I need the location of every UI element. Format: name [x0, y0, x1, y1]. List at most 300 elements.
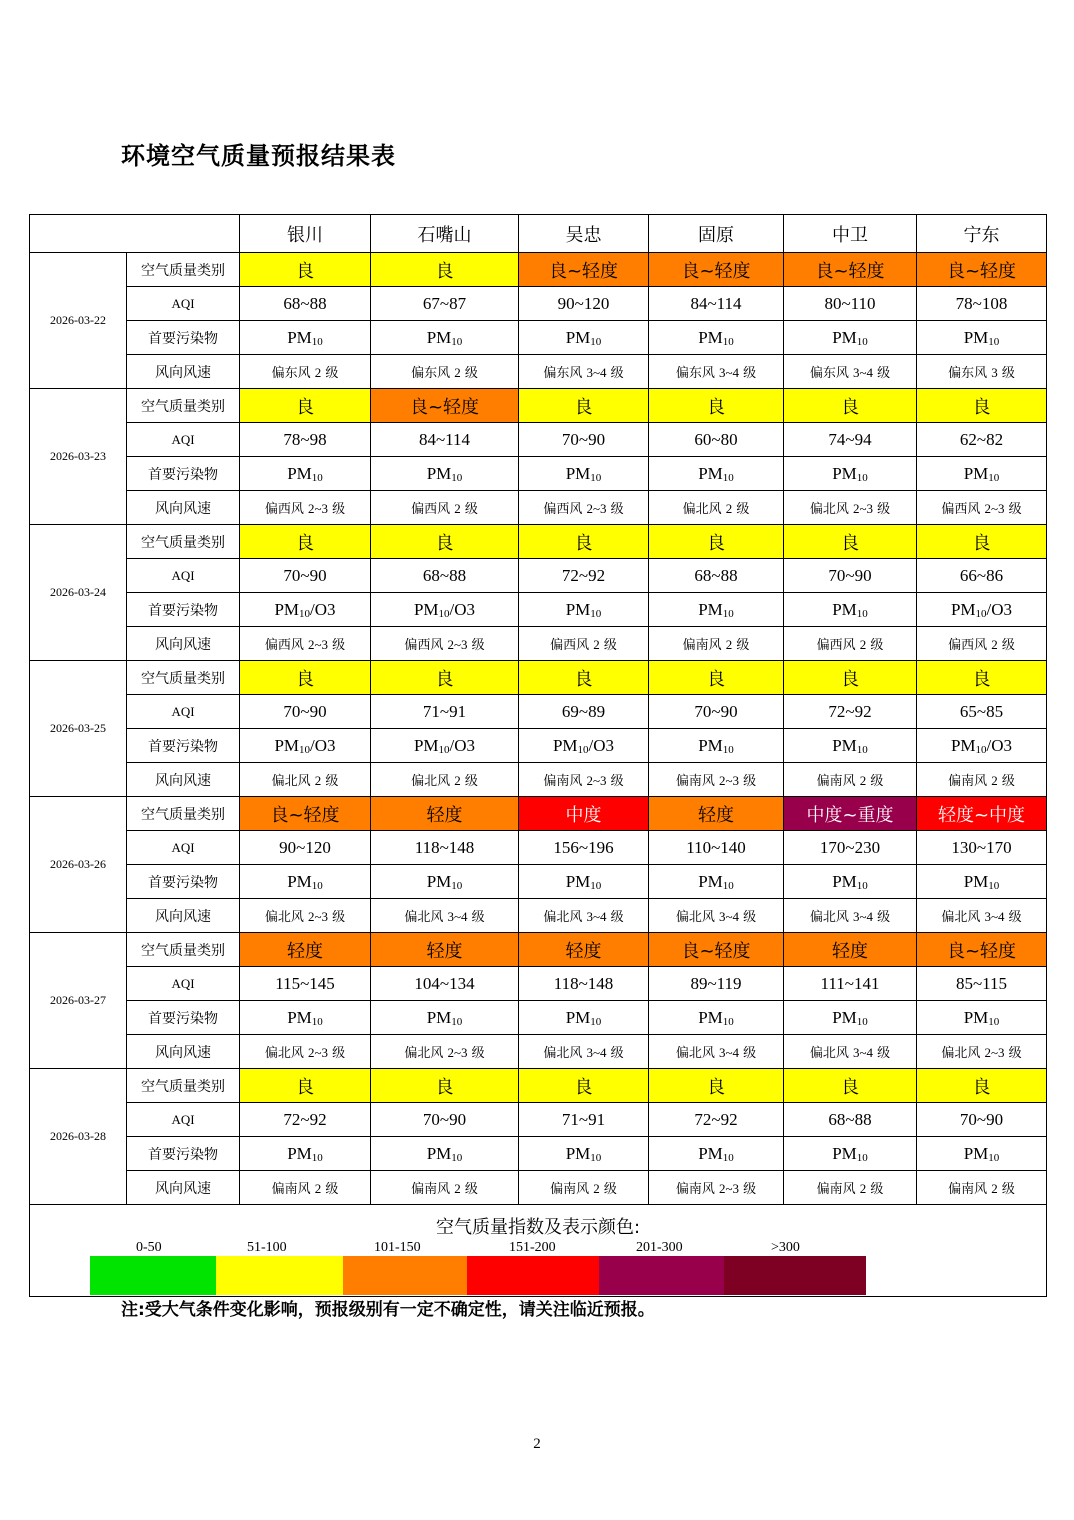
legend-range-label: 201-300: [636, 1240, 683, 1255]
aqi-cell: 70~90: [649, 695, 784, 729]
aqi-cell: 156~196: [519, 831, 649, 865]
legend-color-swatch: [724, 1256, 866, 1295]
pollutant-subscript: 10: [590, 471, 602, 484]
wind-cell: [649, 763, 784, 797]
aqi-cell: 110~140: [649, 831, 784, 865]
pollutant-name: PM: [426, 871, 452, 891]
wind-unit: 级: [606, 366, 624, 381]
aqi-row: [30, 695, 1047, 729]
pollutant-cell: [240, 1001, 371, 1035]
category-cell: 良: [784, 661, 917, 695]
pollutant-subscript: 10: [988, 1151, 1000, 1164]
pollutant-subscript: 10: [299, 607, 311, 620]
pollutant-subscript: 10: [722, 1015, 734, 1028]
header-corner: [30, 215, 240, 253]
aqi-cell: 118~148: [519, 967, 649, 1001]
pollutant-cell: [784, 1137, 917, 1171]
wind-unit: 级: [739, 1182, 757, 1197]
pollutant-cell: [784, 865, 917, 899]
aqi-cell: 111~141: [784, 967, 917, 1001]
aqi-cell: 89~119: [649, 967, 784, 1001]
wind-level: 3~4: [984, 909, 1005, 924]
wind-level: 2: [991, 773, 998, 788]
wind-unit: 级: [467, 910, 485, 925]
pollutant-subscript: 10: [311, 1151, 323, 1164]
pollutant-subscript: 10: [299, 743, 311, 756]
aqi-row: [30, 559, 1047, 593]
pollutant-name: PM: [832, 735, 857, 755]
page-title: 环境空气质量预报结果表: [121, 142, 396, 170]
pollutant-subscript: 10: [988, 335, 1000, 348]
wind-direction: 偏北风: [682, 502, 726, 517]
pollutant-name: PM: [287, 871, 312, 891]
wind-unit: 级: [321, 366, 339, 381]
wind-level: 2~3: [307, 637, 329, 652]
wind-cell: [519, 1035, 649, 1069]
legend-color-swatch: [216, 1256, 343, 1295]
wind-cell: [371, 899, 519, 933]
wind-unit: 级: [866, 1182, 884, 1197]
wind-direction: 偏北风: [271, 774, 315, 789]
pollutant-subscript: 10: [311, 335, 323, 348]
wind-cell: [519, 491, 649, 525]
aqi-row: [30, 1103, 1047, 1137]
pollutant-cell: [784, 593, 917, 627]
aqi-cell: 85~115: [917, 967, 1047, 1001]
wind-cell: [371, 1171, 519, 1205]
pollutant-name: PM: [698, 1007, 723, 1027]
wind-unit: 级: [997, 1182, 1015, 1197]
wind-direction: 偏东风: [809, 366, 853, 381]
pollutant-row: [30, 457, 1047, 491]
pollutant-cell: [917, 1001, 1047, 1035]
pollutant-cell: [519, 729, 649, 763]
wind-cell: [519, 899, 649, 933]
pollutant-name: PM: [832, 599, 857, 619]
wind-level: 2~3: [852, 501, 874, 516]
pollutant-secondary: /O3: [310, 599, 336, 619]
pollutant-name: PM: [426, 1007, 452, 1027]
wind-cell: [371, 763, 519, 797]
wind-cell: [519, 1171, 649, 1205]
wind-cell: [371, 491, 519, 525]
pollutant-row: [30, 1001, 1047, 1035]
category-label: 空气质量类别: [127, 797, 240, 831]
category-cell: 良~轻度: [649, 253, 784, 287]
city-header: 中卫: [784, 215, 917, 253]
pollutant-secondary: /O3: [588, 735, 615, 755]
category-cell: 良: [784, 1069, 917, 1103]
aqi-cell: 60~80: [649, 423, 784, 457]
pollutant-subscript: 10: [856, 743, 868, 756]
wind-unit: 级: [599, 1182, 617, 1197]
wind-cell: [240, 899, 371, 933]
wind-cell: [784, 763, 917, 797]
aqi-cell: 84~114: [649, 287, 784, 321]
category-cell: 良~轻度: [917, 933, 1047, 967]
aqi-cell: 70~90: [371, 1103, 519, 1137]
category-cell: 良: [917, 1069, 1047, 1103]
pollutant-name: PM: [426, 327, 452, 347]
category-cell: 良: [240, 1069, 371, 1103]
wind-unit: 级: [599, 638, 617, 653]
pollutant-name: PM: [963, 1007, 989, 1027]
wind-direction: 偏北风: [404, 1046, 448, 1061]
category-cell: 良~轻度: [917, 253, 1047, 287]
wind-level: 3~4: [718, 909, 740, 924]
wind-unit: 级: [460, 366, 478, 381]
category-cell: 良: [240, 389, 371, 423]
pollutant-name: PM: [565, 599, 591, 619]
pollutant-cell: [371, 1001, 519, 1035]
pollutant-cell: [917, 593, 1047, 627]
pollutant-cell: [649, 321, 784, 355]
wind-level: 2: [454, 1181, 461, 1196]
wind-level: 2~3: [307, 501, 329, 516]
wind-cell: [649, 355, 784, 389]
pollutant-subscript: 10: [856, 607, 868, 620]
legend-row: [30, 1205, 1047, 1297]
pollutant-subscript: 10: [577, 743, 589, 756]
legend-range-label: 151-200: [509, 1240, 556, 1255]
aqi-label: AQI: [127, 967, 240, 1001]
wind-level: 2~3: [984, 501, 1005, 516]
wind-cell: [917, 627, 1047, 661]
pollutant-name: PM: [565, 1143, 591, 1163]
aqi-row: [30, 831, 1047, 865]
wind-unit: 级: [328, 1046, 346, 1061]
pollutant-label: 首要污染物: [127, 729, 240, 763]
wind-row: [30, 1171, 1047, 1205]
category-cell: 良: [240, 253, 371, 287]
pollutant-cell: [917, 457, 1047, 491]
pollutant-name: PM: [698, 735, 723, 755]
pollutant-subscript: 10: [438, 607, 450, 620]
category-label: 空气质量类别: [127, 389, 240, 423]
wind-row: [30, 1035, 1047, 1069]
pollutant-name: PM: [832, 327, 857, 347]
wind-label: 风向风速: [127, 627, 240, 661]
wind-direction: 偏北风: [543, 1046, 587, 1061]
wind-direction: 偏南风: [543, 774, 587, 789]
category-row: [30, 661, 1047, 695]
forecast-note: 注:受大气条件变化影响，预报级别有一定不确定性，请关注临近预报。: [121, 1300, 655, 1320]
wind-cell: [240, 763, 371, 797]
pollutant-subscript: 10: [988, 1015, 1000, 1028]
wind-level: 3~4: [586, 365, 607, 380]
pollutant-label: 首要污染物: [127, 1137, 240, 1171]
aqi-cell: 74~94: [784, 423, 917, 457]
wind-cell: [240, 491, 371, 525]
category-cell: 良: [240, 661, 371, 695]
pollutant-subscript: 10: [451, 1151, 463, 1164]
wind-cell: [917, 763, 1047, 797]
pollutant-name: PM: [287, 1007, 312, 1027]
pollutant-subscript: 10: [722, 743, 734, 756]
pollutant-cell: [649, 593, 784, 627]
pollutant-subscript: 10: [856, 1015, 868, 1028]
wind-cell: [917, 899, 1047, 933]
forecast-table: [29, 214, 1047, 1297]
wind-direction: 偏西风: [543, 502, 587, 517]
wind-level: 2~3: [447, 637, 468, 652]
pollutant-cell: [240, 729, 371, 763]
pollutant-name: PM: [963, 871, 989, 891]
pollutant-subscript: 10: [856, 879, 868, 892]
wind-level: 2: [454, 773, 461, 788]
wind-direction: 偏南风: [948, 774, 992, 789]
wind-unit: 级: [873, 502, 891, 517]
wind-unit: 级: [606, 502, 624, 517]
pollutant-cell: [649, 1137, 784, 1171]
wind-cell: [784, 1171, 917, 1205]
pollutant-cell: [649, 1001, 784, 1035]
wind-label: 风向风速: [127, 899, 240, 933]
wind-level: 2: [859, 773, 867, 788]
aqi-cell: 68~88: [240, 287, 371, 321]
pollutant-subscript: 10: [438, 743, 450, 756]
date-cell: 2026-03-22: [30, 253, 127, 389]
wind-unit: 级: [997, 774, 1015, 789]
wind-direction: 偏西风: [550, 638, 594, 653]
pollutant-name: PM: [698, 463, 723, 483]
pollutant-cell: [371, 729, 519, 763]
pollutant-row: [30, 865, 1047, 899]
wind-direction: 偏西风: [264, 502, 308, 517]
pollutant-cell: [240, 1137, 371, 1171]
wind-unit: 级: [739, 774, 757, 789]
aqi-row: [30, 423, 1047, 457]
wind-direction: 偏西风: [948, 638, 992, 653]
pollutant-row: [30, 729, 1047, 763]
pollutant-name: PM: [413, 735, 439, 755]
wind-row: [30, 491, 1047, 525]
wind-direction: 偏北风: [809, 1046, 853, 1061]
wind-cell: [917, 355, 1047, 389]
pollutant-cell: [649, 729, 784, 763]
pollutant-subscript: 10: [722, 471, 734, 484]
wind-row: [30, 763, 1047, 797]
date-cell: 2026-03-26: [30, 797, 127, 933]
pollutant-label: 首要污染物: [127, 1001, 240, 1035]
wind-cell: [519, 763, 649, 797]
pollutant-cell: [519, 1137, 649, 1171]
wind-unit: 级: [606, 910, 624, 925]
wind-direction: 偏南风: [411, 1182, 455, 1197]
pollutant-subscript: 10: [311, 471, 323, 484]
wind-cell: [784, 1035, 917, 1069]
wind-cell: [649, 1171, 784, 1205]
pollutant-row: [30, 593, 1047, 627]
wind-unit: 级: [467, 1046, 485, 1061]
aqi-label: AQI: [127, 559, 240, 593]
wind-direction: 偏东风: [411, 366, 455, 381]
pollutant-cell: [917, 1137, 1047, 1171]
pollutant-subscript: 10: [311, 879, 323, 892]
wind-unit: 级: [1004, 910, 1022, 925]
legend-range-label: 101-150: [374, 1240, 421, 1255]
aqi-cell: 68~88: [649, 559, 784, 593]
wind-level: 3~4: [718, 365, 740, 380]
wind-direction: 偏北风: [675, 1046, 719, 1061]
aqi-cell: 72~92: [519, 559, 649, 593]
aqi-label: AQI: [127, 831, 240, 865]
wind-cell: [519, 355, 649, 389]
aqi-cell: 78~108: [917, 287, 1047, 321]
pollutant-subscript: 10: [590, 879, 602, 892]
city-header: 银川: [240, 215, 371, 253]
wind-direction: 偏北风: [675, 910, 719, 925]
header-row: [30, 215, 1047, 253]
wind-direction: 偏南风: [816, 1182, 860, 1197]
aqi-cell: 72~92: [649, 1103, 784, 1137]
pollutant-cell: [371, 593, 519, 627]
pollutant-cell: [784, 321, 917, 355]
pollutant-name: PM: [963, 1143, 989, 1163]
pollutant-cell: [784, 729, 917, 763]
wind-direction: 偏北风: [809, 502, 853, 517]
wind-level: 2: [991, 637, 998, 652]
category-cell: 良: [784, 525, 917, 559]
wind-cell: [784, 355, 917, 389]
wind-unit: 级: [328, 502, 346, 517]
pollutant-row: [30, 321, 1047, 355]
category-cell: 良: [371, 253, 519, 287]
wind-direction: 偏北风: [809, 910, 853, 925]
page-number: 2: [533, 1436, 541, 1452]
pollutant-subscript: 10: [722, 1151, 734, 1164]
pollutant-secondary: /O3: [449, 599, 476, 619]
pollutant-name: PM: [565, 1007, 591, 1027]
wind-level: 2: [593, 637, 600, 652]
wind-level: 2: [454, 365, 461, 380]
category-cell: 中度: [519, 797, 649, 831]
wind-direction: 偏东风: [271, 366, 315, 381]
aqi-cell: 70~90: [519, 423, 649, 457]
category-cell: 良: [917, 525, 1047, 559]
aqi-label: AQI: [127, 695, 240, 729]
category-cell: 轻度: [240, 933, 371, 967]
wind-level: 3~4: [852, 1045, 874, 1060]
pollutant-subscript: 10: [311, 1015, 323, 1028]
wind-unit: 级: [1004, 1046, 1022, 1061]
pollutant-subscript: 10: [856, 471, 868, 484]
category-cell: 良: [649, 1069, 784, 1103]
wind-level: 2: [314, 773, 322, 788]
pollutant-cell: [784, 457, 917, 491]
wind-cell: [240, 627, 371, 661]
date-cell: 2026-03-24: [30, 525, 127, 661]
wind-cell: [240, 1171, 371, 1205]
wind-level: 3~4: [447, 909, 468, 924]
wind-direction: 偏南风: [271, 1182, 315, 1197]
wind-cell: [917, 1035, 1047, 1069]
pollutant-name: PM: [832, 871, 857, 891]
pollutant-cell: [240, 865, 371, 899]
wind-direction: 偏北风: [404, 910, 448, 925]
wind-level: 3~4: [852, 909, 874, 924]
category-cell: 良: [917, 389, 1047, 423]
category-cell: 良: [917, 661, 1047, 695]
pollutant-cell: [917, 865, 1047, 899]
pollutant-subscript: 10: [451, 879, 463, 892]
pollutant-name: PM: [832, 1007, 857, 1027]
wind-unit: 级: [460, 774, 478, 789]
aqi-cell: 104~134: [371, 967, 519, 1001]
wind-unit: 级: [606, 1046, 624, 1061]
pollutant-name: PM: [287, 1143, 312, 1163]
wind-cell: [917, 1171, 1047, 1205]
wind-cell: [371, 1035, 519, 1069]
date-cell: 2026-03-28: [30, 1069, 127, 1205]
wind-direction: 偏西风: [941, 502, 985, 517]
pollutant-name: PM: [565, 871, 591, 891]
wind-level: 2: [859, 637, 867, 652]
category-cell: 良: [519, 389, 649, 423]
city-header: 固原: [649, 215, 784, 253]
category-row: [30, 933, 1047, 967]
aqi-cell: 170~230: [784, 831, 917, 865]
pollutant-subscript: 10: [590, 1015, 602, 1028]
aqi-color-legend: [30, 1205, 1047, 1297]
aqi-cell: 70~90: [240, 695, 371, 729]
aqi-cell: 65~85: [917, 695, 1047, 729]
category-cell: 轻度~中度: [917, 797, 1047, 831]
pollutant-name: PM: [413, 599, 439, 619]
pollutant-cell: [519, 1001, 649, 1035]
pollutant-label: 首要污染物: [127, 321, 240, 355]
city-header: 吴忠: [519, 215, 649, 253]
wind-unit: 级: [866, 774, 884, 789]
wind-unit: 级: [321, 1182, 339, 1197]
wind-direction: 偏西风: [404, 638, 448, 653]
wind-label: 风向风速: [127, 355, 240, 389]
pollutant-subscript: 10: [856, 335, 868, 348]
pollutant-cell: [240, 593, 371, 627]
pollutant-subscript: 10: [722, 879, 734, 892]
pollutant-name: PM: [698, 871, 723, 891]
category-cell: 良: [649, 661, 784, 695]
wind-direction: 偏南风: [675, 774, 719, 789]
pollutant-cell: [917, 729, 1047, 763]
pollutant-name: PM: [426, 1143, 452, 1163]
pollutant-cell: [519, 593, 649, 627]
legend-color-swatch: [90, 1256, 216, 1295]
category-cell: 轻度: [784, 933, 917, 967]
aqi-cell: 62~82: [917, 423, 1047, 457]
wind-direction: 偏东风: [675, 366, 719, 381]
legend-color-swatch: [599, 1256, 724, 1295]
pollutant-name: PM: [950, 599, 976, 619]
pollutant-cell: [649, 865, 784, 899]
pollutant-cell: [371, 457, 519, 491]
aqi-cell: 72~92: [240, 1103, 371, 1137]
wind-direction: 偏南风: [682, 638, 726, 653]
wind-level: 2: [859, 1181, 867, 1196]
aqi-cell: 118~148: [371, 831, 519, 865]
pollutant-name: PM: [287, 463, 312, 483]
aqi-cell: 90~120: [519, 287, 649, 321]
wind-level: 2: [991, 1181, 998, 1196]
wind-label: 风向风速: [127, 763, 240, 797]
wind-direction: 偏西风: [816, 638, 860, 653]
category-cell: 轻度: [371, 797, 519, 831]
pollutant-subscript: 10: [590, 1151, 602, 1164]
pollutant-label: 首要污染物: [127, 865, 240, 899]
category-row: [30, 389, 1047, 423]
aqi-cell: 71~91: [371, 695, 519, 729]
pollutant-subscript: 10: [988, 471, 1000, 484]
